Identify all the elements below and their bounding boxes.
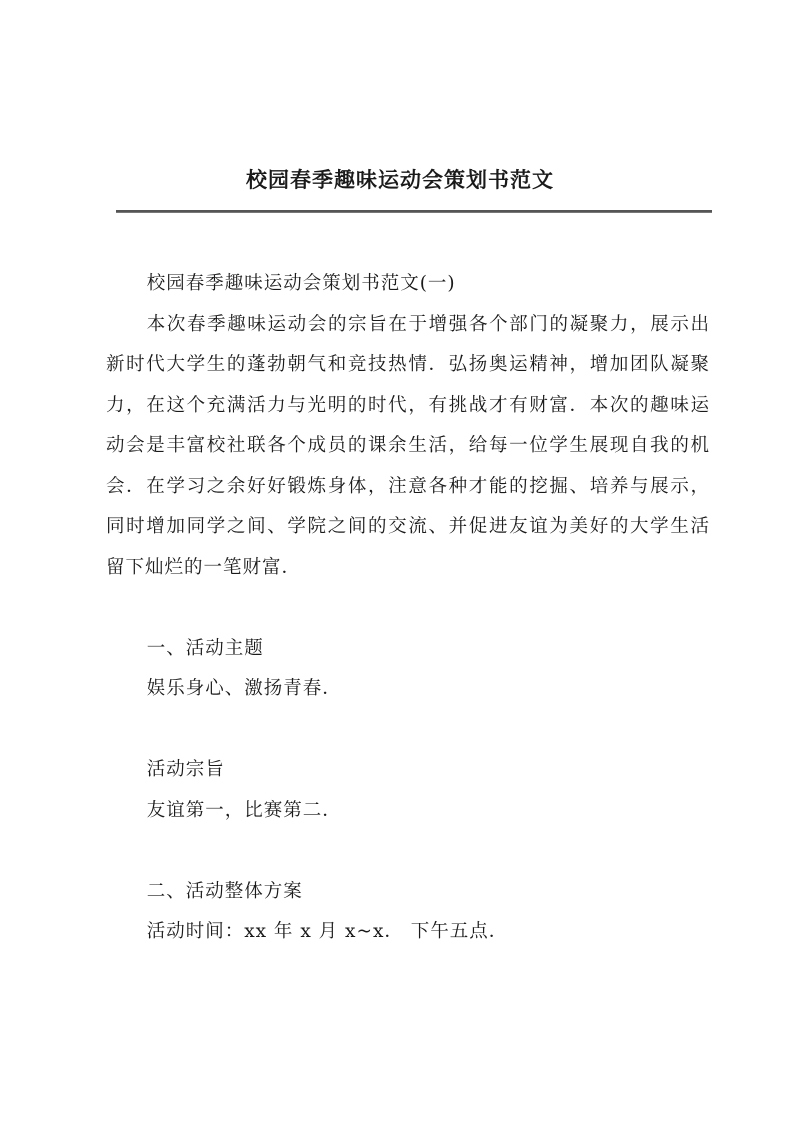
section-heading-purpose: 活动宗旨 bbox=[146, 759, 225, 780]
section-content-purpose: 友谊第一，比赛第二． bbox=[146, 799, 342, 821]
section-heading-plan: 二、活动整体方案 bbox=[146, 880, 303, 902]
title-divider bbox=[116, 210, 712, 213]
spacer bbox=[106, 831, 710, 872]
spacer bbox=[106, 710, 710, 751]
spacer bbox=[106, 588, 710, 629]
section-content-theme: 娱乐身心、激扬青春． bbox=[146, 678, 342, 699]
document-subtitle: 校园春季趣味运动会策划书范文(一) bbox=[146, 273, 456, 294]
section-heading-theme: 一、活动主题 bbox=[146, 637, 264, 659]
document-body bbox=[106, 264, 710, 953]
document-title: 校园春季趣味运动会策划书范文 bbox=[246, 167, 554, 192]
section-content-plan: 活动时间：xx 年 x 月 x~x． 下午五点． bbox=[146, 921, 509, 942]
intro-paragraph: 本次春季趣味运动会的宗旨在于增强各个部门的凝聚力，展示出新时代大学生的蓬勃朝气和竞技热情．弘扬奥运精神，增加团队凝聚力，在这个充满活力与光明的时代，有挑战才有财富．本次的趣味运动会是丰富校社联各个成员的课余生活，给每一位学生展现自我的机会．在学习之余好好锻炼身体，注意各种才能的挖掘、培养与展示，同时增加同学之间、学院之间的交流、并促进友谊为美好的大学生活留下灿烂的一笔财富． bbox=[106, 313, 710, 578]
